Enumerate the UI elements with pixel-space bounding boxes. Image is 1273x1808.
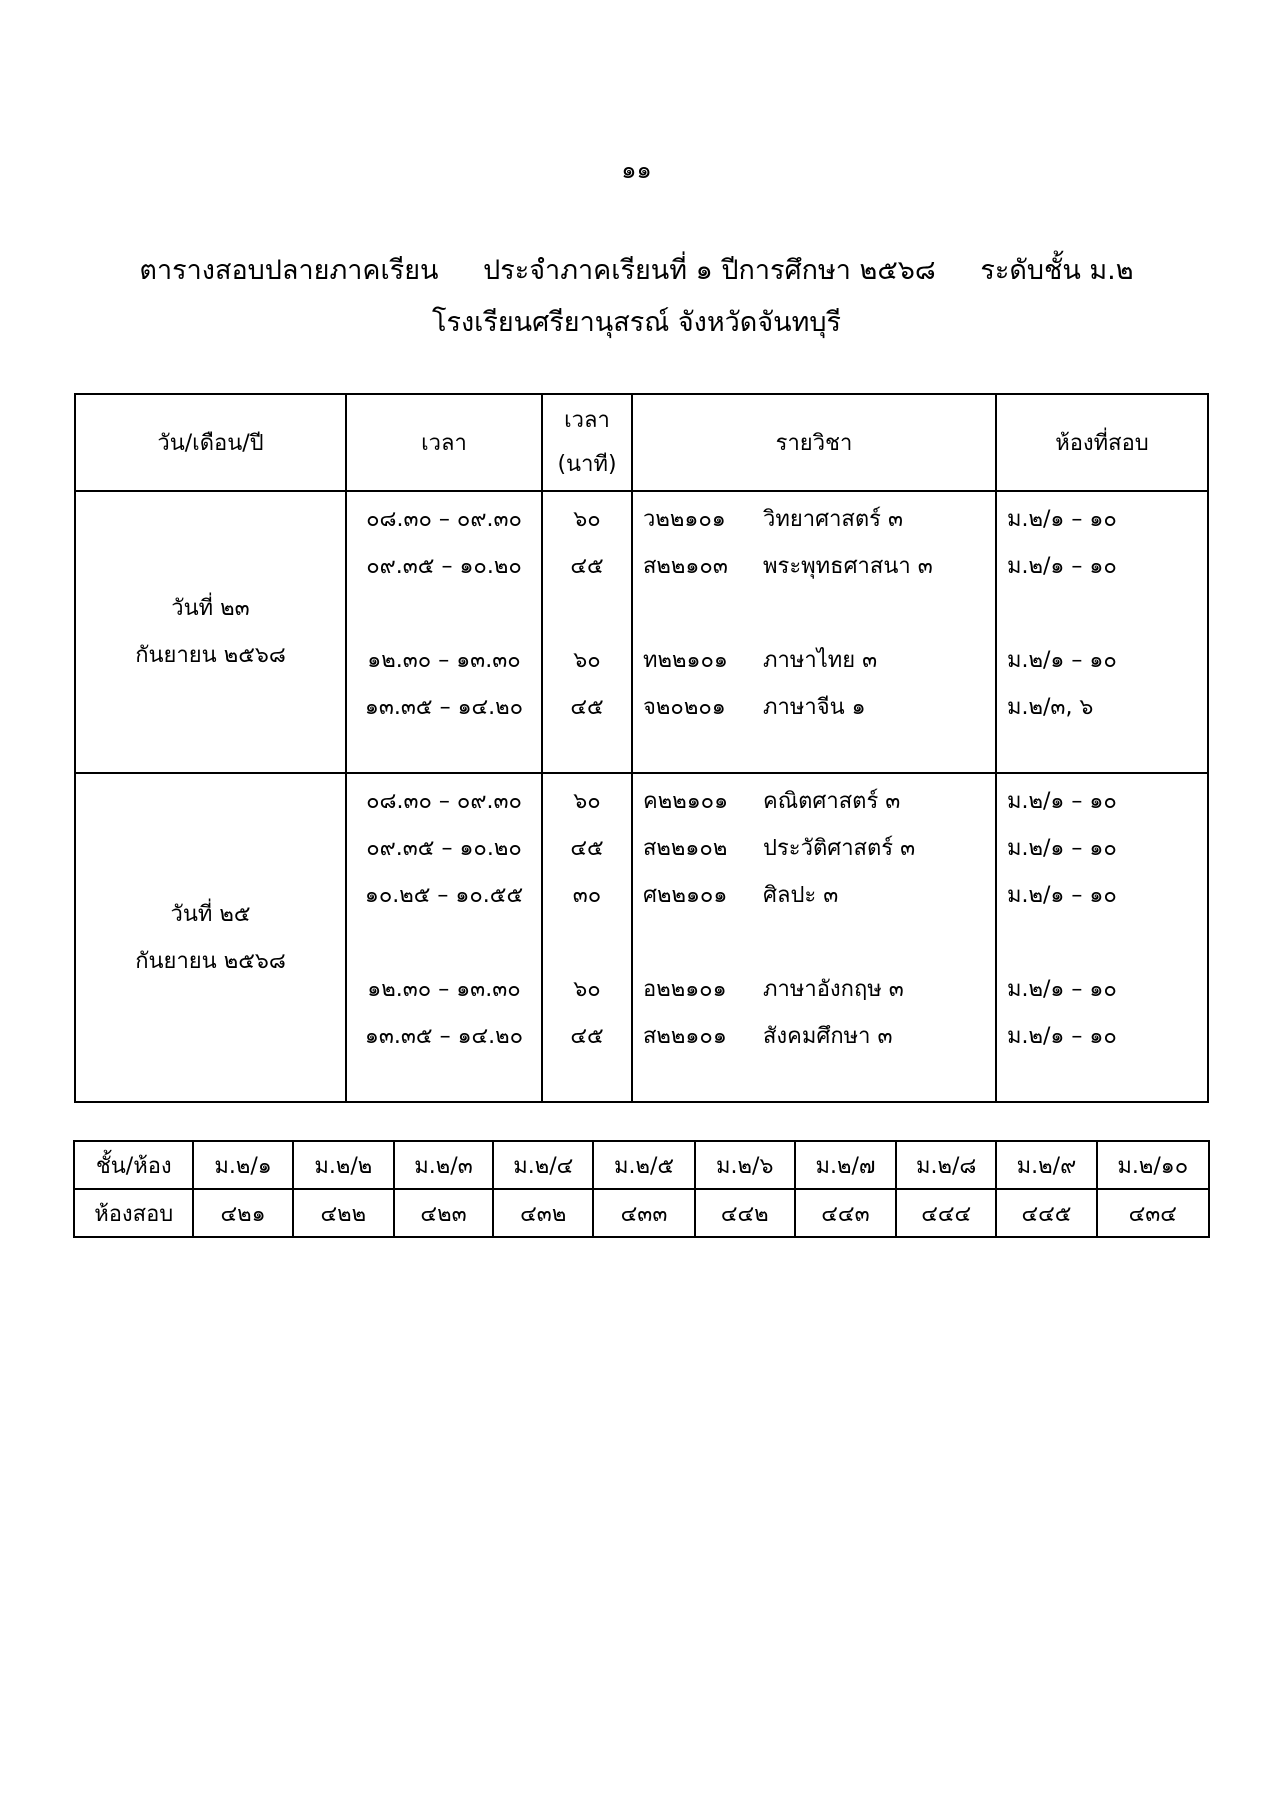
document-title bbox=[0, 248, 1273, 291]
subject-name: วิทยาศาสตร์ ๓ bbox=[763, 507, 903, 532]
exam-time: ๑๐.๒๕ – ๑๐.๕๕ bbox=[364, 883, 524, 908]
class-cell: ม.๒/๗ bbox=[795, 1141, 896, 1189]
exam-date-date-line1: วันที่ ๒๕ bbox=[170, 901, 251, 927]
subject-code: ว๒๒๑๐๑ bbox=[643, 507, 726, 532]
subject-name: สังคมศึกษา ๓ bbox=[763, 1024, 893, 1049]
room-number-cell: ๔๒๑ bbox=[193, 1189, 292, 1237]
subject-code: ท๒๒๑๐๑ bbox=[643, 648, 728, 673]
exam-room: ม.๒/๑ – ๑๐ bbox=[1007, 507, 1117, 532]
day-group-row bbox=[75, 491, 1208, 773]
header-date: วัน/เดือน/ปี bbox=[75, 394, 346, 491]
class-cell: ม.๒/๒ bbox=[293, 1141, 394, 1189]
exam-room: ม.๒/๑ – ๑๐ bbox=[1007, 789, 1117, 814]
exam-date-cell bbox=[75, 773, 346, 1102]
exam-room-table bbox=[73, 1140, 1210, 1238]
room-row-label: ห้องสอบ bbox=[74, 1189, 193, 1237]
exam-duration: ๔๕ bbox=[570, 554, 604, 579]
exam-duration: ๖๐ bbox=[573, 789, 601, 814]
exam-subject bbox=[633, 637, 995, 684]
duration-cell bbox=[542, 773, 632, 1102]
room-number-cell: ๔๒๒ bbox=[293, 1189, 394, 1237]
subject-cell bbox=[632, 773, 996, 1102]
exam-date-cell bbox=[75, 491, 346, 773]
subject-name: คณิตศาสตร์ ๓ bbox=[763, 789, 901, 814]
room-number-cell: ๔๓๔ bbox=[1097, 1189, 1209, 1237]
class-row bbox=[74, 1141, 1209, 1189]
subject-code: ส๒๒๑๐๒ bbox=[643, 836, 728, 861]
exam-subject bbox=[633, 825, 995, 872]
room-number-cell: ๔๒๓ bbox=[394, 1189, 493, 1237]
exam-duration: ๓๐ bbox=[572, 883, 602, 908]
room-number-cell: ๔๓๓ bbox=[593, 1189, 694, 1237]
exam-subject bbox=[633, 590, 995, 637]
title-exam-name: ตารางสอบปลายภาคเรียน bbox=[139, 255, 439, 286]
exam-schedule-table bbox=[74, 393, 1209, 1103]
subject-name: พระพุทธศาสนา ๓ bbox=[763, 554, 933, 579]
subject-name: ประวัติศาสตร์ ๓ bbox=[763, 836, 916, 861]
subject-code: ศ๒๒๑๐๑ bbox=[643, 883, 728, 908]
subject-code: อ๒๒๑๐๑ bbox=[643, 977, 727, 1002]
header-room: ห้องที่สอบ bbox=[996, 394, 1208, 491]
class-cell: ม.๒/๖ bbox=[695, 1141, 795, 1189]
exam-time: ๑๓.๓๕ – ๑๔.๒๐ bbox=[364, 1024, 524, 1049]
subject-name: ภาษาไทย ๓ bbox=[763, 648, 878, 673]
exam-time: ๑๒.๓๐ – ๑๓.๓๐ bbox=[367, 648, 521, 673]
exam-room: ม.๒/๑ – ๑๐ bbox=[1007, 648, 1117, 673]
room-number-cell: ๔๔๕ bbox=[996, 1189, 1096, 1237]
exam-time: ๑๓.๓๕ – ๑๔.๒๐ bbox=[364, 695, 524, 720]
subject-code: ส๒๒๑๐๓ bbox=[643, 554, 728, 579]
subject-code: จ๒๐๒๐๑ bbox=[643, 695, 726, 720]
duration-cell bbox=[542, 491, 632, 773]
exam-duration: ๔๕ bbox=[570, 836, 604, 861]
class-cell: ม.๒/๓ bbox=[394, 1141, 493, 1189]
room-cell bbox=[996, 491, 1208, 773]
exam-room bbox=[997, 919, 1207, 966]
subject-name: ภาษาจีน ๑ bbox=[763, 695, 866, 720]
class-cell: ม.๒/๕ bbox=[593, 1141, 694, 1189]
subject-name: ศิลปะ ๓ bbox=[763, 883, 839, 908]
exam-duration: ๔๕ bbox=[570, 1024, 604, 1049]
exam-room: ม.๒/๑ – ๑๐ bbox=[1007, 883, 1117, 908]
class-cell: ม.๒/๙ bbox=[996, 1141, 1096, 1189]
room-number-cell: ๔๔๒ bbox=[695, 1189, 795, 1237]
title-grade-level: ระดับชั้น ม.๒ bbox=[980, 255, 1134, 286]
room-row bbox=[74, 1189, 1209, 1237]
time-cell bbox=[346, 491, 542, 773]
exam-room: ม.๒/๓, ๖ bbox=[1007, 695, 1094, 720]
exam-date-date-line2: กันยายน ๒๕๖๘ bbox=[135, 948, 286, 974]
room-cell bbox=[996, 773, 1208, 1102]
subject-code: ค๒๒๑๐๑ bbox=[643, 789, 729, 814]
header-time: เวลา bbox=[346, 394, 542, 491]
exam-room: ม.๒/๑ – ๑๐ bbox=[1007, 1024, 1117, 1049]
school-name: โรงเรียนศรียานุสรณ์ จังหวัดจันทบุรี bbox=[431, 307, 842, 338]
subject-name: ภาษาอังกฤษ ๓ bbox=[763, 977, 904, 1002]
exam-time: ๐๘.๓๐ – ๐๙.๓๐ bbox=[366, 507, 522, 532]
subject-cell bbox=[632, 491, 996, 773]
exam-subject bbox=[633, 778, 995, 825]
header-duration bbox=[542, 394, 632, 491]
room-number-cell: ๔๔๔ bbox=[896, 1189, 996, 1237]
exam-duration: ๔๕ bbox=[570, 695, 604, 720]
exam-subject bbox=[633, 966, 995, 1013]
exam-room: ม.๒/๑ – ๑๐ bbox=[1007, 836, 1117, 861]
exam-room bbox=[997, 590, 1207, 637]
class-cell: ม.๒/๑ bbox=[193, 1141, 292, 1189]
table-header-row bbox=[75, 394, 1208, 491]
exam-time bbox=[347, 590, 541, 637]
exam-subject bbox=[633, 496, 995, 543]
exam-duration bbox=[543, 590, 631, 637]
exam-subject bbox=[633, 684, 995, 731]
exam-date-date-line2: กันยายน ๒๕๖๘ bbox=[135, 643, 286, 668]
class-row-label: ชั้น/ห้อง bbox=[74, 1141, 193, 1189]
exam-time: ๐๙.๓๕ – ๑๐.๒๐ bbox=[366, 836, 522, 861]
exam-duration: ๖๐ bbox=[573, 977, 601, 1002]
page-number: ๑๑ bbox=[621, 156, 652, 184]
exam-subject bbox=[633, 1013, 995, 1060]
exam-duration: ๖๐ bbox=[573, 507, 601, 532]
exam-time: ๐๙.๓๕ – ๑๐.๒๐ bbox=[366, 554, 522, 579]
exam-duration: ๖๐ bbox=[573, 648, 601, 673]
header-duration-line1: เวลา bbox=[564, 407, 610, 433]
room-number-cell: ๔๔๓ bbox=[795, 1189, 896, 1237]
day-group-row bbox=[75, 773, 1208, 1102]
header-duration-line2: (นาที) bbox=[557, 451, 617, 477]
class-cell: ม.๒/๘ bbox=[896, 1141, 996, 1189]
exam-subject bbox=[633, 872, 995, 919]
room-number-cell: ๔๓๒ bbox=[493, 1189, 593, 1237]
class-cell: ม.๒/๑๐ bbox=[1097, 1141, 1209, 1189]
header-subject: รายวิชา bbox=[632, 394, 996, 491]
exam-subject bbox=[633, 543, 995, 590]
subject-code: ส๒๒๑๐๑ bbox=[643, 1024, 727, 1049]
time-cell bbox=[346, 773, 542, 1102]
exam-time bbox=[347, 919, 541, 966]
exam-room: ม.๒/๑ – ๑๐ bbox=[1007, 554, 1117, 579]
exam-room: ม.๒/๑ – ๑๐ bbox=[1007, 977, 1117, 1002]
exam-time: ๐๘.๓๐ – ๐๙.๓๐ bbox=[366, 789, 522, 814]
title-semester: ประจำภาคเรียนที่ ๑ ปีการศึกษา ๒๕๖๘ bbox=[483, 255, 936, 286]
exam-date-date-line1: วันที่ ๒๓ bbox=[171, 596, 250, 621]
exam-subject bbox=[633, 919, 995, 966]
class-cell: ม.๒/๔ bbox=[493, 1141, 593, 1189]
exam-time: ๑๒.๓๐ – ๑๓.๓๐ bbox=[367, 977, 521, 1002]
exam-duration bbox=[543, 919, 631, 966]
